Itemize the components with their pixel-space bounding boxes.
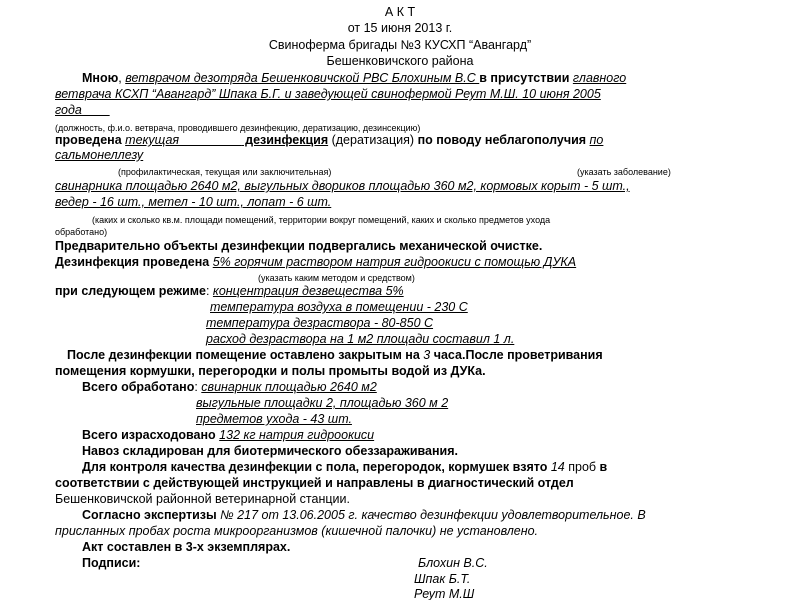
- p3-hint-method: (указать каким методом и средством): [258, 273, 415, 283]
- p2-type: текущая_________: [125, 133, 242, 147]
- p2-hint-type: (профилактическая, текущая или заключительная): [118, 167, 332, 177]
- p2-reason: по поводу неблагополучия: [417, 133, 590, 147]
- p2-hint-disease: (указать заболевание): [577, 167, 671, 177]
- p9-label: Согласно экспертизы: [82, 508, 221, 522]
- p1-mnoyu: Мною: [82, 71, 119, 85]
- document-title: А К Т: [384, 5, 416, 19]
- p8-line3: Бешенковичской районной ветеринарной станции.: [55, 492, 350, 506]
- p5-items: предметов ухода - 43 шт.: [196, 412, 352, 426]
- p3-method-value: 5% горячим раствором натрия гидроокиси с помощью ДУКА: [212, 255, 577, 269]
- p3-mode-label: при следующем режиме: [55, 284, 206, 298]
- p5-label: Всего обработано: [82, 380, 195, 394]
- p8-text-d: в: [596, 460, 608, 474]
- p4-text-c: часа.После проветривания: [430, 348, 603, 362]
- p8-line1: [82, 460, 607, 475]
- p2-po: по: [589, 133, 604, 147]
- p7-manure: Навоз складирован для биотермического обеззараживания.: [82, 444, 458, 458]
- p1-presence: в присутствии: [479, 71, 573, 85]
- p1-line2: ветврача КСХП “Авангард” Шпака Б.Г. и заведующей свинофермой Реут М.Ш. 10 июня 2005: [55, 87, 601, 101]
- signature-blokhin: Блохин В.С.: [418, 556, 488, 570]
- document-date: от 15 июня 2013 г.: [347, 21, 453, 35]
- p3-mode-concentration: концентрация дезвещества 5%: [212, 284, 404, 298]
- signature-shpak: Шпак Б.Т.: [414, 572, 471, 586]
- p4-line2: помещения кормушки, перегородки и полы промыты водой из ДУКа.: [55, 364, 486, 378]
- p8-samples: 14: [550, 460, 565, 474]
- p3-mode-consumption: расход дезраствора на 1 м2 площади составил 1 л.: [206, 332, 515, 346]
- p1-main: главного: [572, 71, 627, 85]
- p3-mode-line: [55, 284, 404, 299]
- p2-hint-objects: (каких и сколько кв.м. площади помещений, территории вокруг помещений, каких и сколько предметов ухода: [92, 215, 551, 225]
- farm-name: Свиноферма бригады №3 КУСХП “Авангард”: [268, 38, 532, 52]
- p5-pigsty: свинарник площадью 2640 м2: [201, 380, 377, 394]
- p1-line3: года____: [55, 103, 110, 117]
- p9-line1: [82, 508, 646, 523]
- district-name: Бешенковичского района: [326, 54, 474, 68]
- p2-hint-objects-2: обработано): [55, 227, 108, 237]
- p1-hint: (должность, ф.и.о. ветврача, проводившего дезинфекцию, дератизацию, дезинсекцию): [55, 123, 421, 133]
- signature-reut: Реут М.Ш: [414, 587, 475, 600]
- signatures-label: Подписи:: [82, 556, 141, 570]
- p1-comma: ,: [118, 71, 126, 85]
- p2-objects-line2: ведер - 16 шт., метел - 10 шт., лопат - 6 шт.: [55, 195, 332, 209]
- p3-mode-colon: :: [205, 284, 213, 298]
- p10-copies: Акт составлен в 3-х экземплярах.: [82, 540, 291, 554]
- p3-method-line: [55, 255, 576, 270]
- p2-deratization: (дератизация): [328, 133, 418, 147]
- p9-line2: присланных пробах роста микроорганизмов (кишечной палочки) не установлено.: [55, 524, 539, 538]
- p4-line1: [67, 348, 603, 363]
- p2-objects-line1: свинарника площадью 2640 м2, выгульных дворикoв площадью 360 м2, кормовых корыт - 5 шт.,: [55, 179, 630, 193]
- p8-text-c: проб: [564, 460, 597, 474]
- p3-mode-air-temp: температура воздуха в помещении - 230 С: [210, 300, 468, 314]
- p3-method-label: Дезинфекция проведена: [55, 255, 213, 269]
- p5-yards: выгульные площадки 2, площадью 360 м 2: [196, 396, 449, 410]
- p2-disinfection: дезинфекция: [241, 133, 329, 147]
- p3-mode-solution-temp: температура дезраствора - 80-850 С: [206, 316, 434, 330]
- p5-colon: :: [194, 380, 202, 394]
- p2-provedena: проведена: [55, 133, 126, 147]
- p2-disease: сальмонеллезу: [55, 148, 144, 162]
- p6-amount: 132 кг натрия гидроокиси: [219, 428, 375, 442]
- p8-line2: соответствии с действующей инструкцией и направлены в диагностический отдел: [55, 476, 574, 490]
- p1-vet-name: ветврачом дезотряда Бешенковичской РВС Блохиным В.С: [125, 71, 480, 85]
- p2-line1: [55, 133, 603, 148]
- p8-text-a: Для контроля качества дезинфекции с пола, перегородок, кормушек взято: [82, 460, 551, 474]
- p3-precleaning: Предварительно объекты дезинфекции подвергались механической очистке.: [55, 239, 543, 253]
- p4-text-a: После дезинфекции помещение оставлено закрытым на: [67, 348, 424, 362]
- p9-result: № 217 от 13.06.2005 г. качество дезинфекции удовлетворительное. В: [220, 508, 646, 522]
- p1-line1: [82, 71, 626, 86]
- p6-label: Всего израсходовано: [82, 428, 220, 442]
- p6-line: [82, 428, 374, 443]
- p4-hours: 3: [423, 348, 431, 362]
- p5-line1: [82, 380, 377, 395]
